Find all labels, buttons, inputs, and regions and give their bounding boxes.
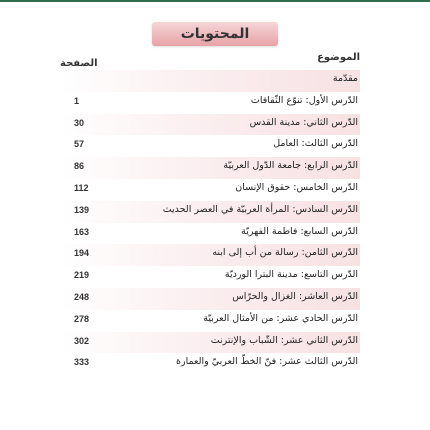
toc-entry-title: الدّرس الخامس: حقوق الإنسان — [235, 181, 358, 193]
page-column-header: الصفحة — [60, 58, 98, 69]
toc-row-lesson-3[interactable] — [60, 135, 360, 157]
toc-entry-page: 1 — [74, 95, 80, 106]
toc-entry-page: 57 — [74, 139, 85, 150]
toc-row-lesson-1[interactable] — [60, 92, 360, 114]
toc-row-lesson-12[interactable] — [60, 332, 360, 354]
toc-entry-page: 30 — [74, 117, 85, 128]
toc-entry-page: 219 — [74, 270, 90, 281]
toc-entry-title: الدّرس التاسع: مدينة البترا الورديّة — [224, 269, 358, 281]
toc-entry-title: الدّرس العاشر: الغزال والحرّاس — [232, 290, 358, 302]
toc-entry-page: 278 — [74, 313, 90, 324]
toc-entry-page: 194 — [74, 248, 90, 259]
toc-entry-page: 248 — [74, 291, 90, 302]
toc-row-lesson-13[interactable] — [60, 353, 360, 375]
toc-row-lesson-8[interactable] — [60, 244, 360, 266]
toc-entry-title: الدّرس الثاني: مدينة القدس — [249, 116, 358, 128]
toc-row-introduction[interactable] — [60, 70, 360, 92]
toc-row-lesson-4[interactable] — [60, 157, 360, 179]
toc-entry-page: 302 — [74, 335, 90, 346]
toc-entry-title: الدّرس الأول: تنوّع الثّقافات — [250, 94, 358, 106]
toc-entry-page: 139 — [74, 204, 90, 215]
column-headers — [60, 52, 360, 70]
toc-row-lesson-7[interactable] — [60, 223, 360, 245]
table-of-contents — [60, 70, 360, 375]
toc-entry-title: الدّرس الثالث: العامل — [273, 138, 358, 150]
toc-entry-title: الدّرس الحادي عشر: من الأمثال العربيّة — [203, 312, 358, 324]
toc-entry-page: 86 — [74, 161, 85, 172]
subject-column-header: الموضوع — [317, 52, 360, 63]
toc-entry-page: 333 — [74, 357, 90, 368]
toc-row-lesson-9[interactable] — [60, 266, 360, 288]
toc-entry-title: الدّرس الثاني عشر: الشّباب والإنترنت — [210, 334, 358, 346]
toc-entry-title: الدّرس الثامن: رسالة من أب إلى ابنه — [212, 247, 358, 259]
toc-entry-title: الدّرس الثالث عشر: فنّ الخطّ العربيّ والعمارة — [176, 356, 358, 368]
toc-row-lesson-10[interactable] — [60, 288, 360, 310]
toc-entry-page: 112 — [74, 182, 89, 193]
toc-entry-title: الدّرس الرابع: جامعة الدّول العربيّة — [223, 160, 358, 172]
toc-row-lesson-2[interactable] — [60, 114, 360, 136]
toc-row-lesson-6[interactable] — [60, 201, 360, 223]
toc-entry-title: الدّرس السادس: المرأة العربيّة في العصر الحديث — [162, 203, 358, 215]
toc-entry-title: الدّرس السابع: فاطمة الفهريّة — [241, 225, 358, 237]
toc-row-lesson-5[interactable] — [60, 179, 360, 201]
toc-entry-title: مقدّمة — [332, 73, 358, 84]
toc-entry-page: 163 — [74, 226, 90, 237]
page-title: المحتويات — [152, 22, 278, 46]
toc-row-lesson-11[interactable] — [60, 310, 360, 332]
top-border-line — [0, 0, 430, 2]
